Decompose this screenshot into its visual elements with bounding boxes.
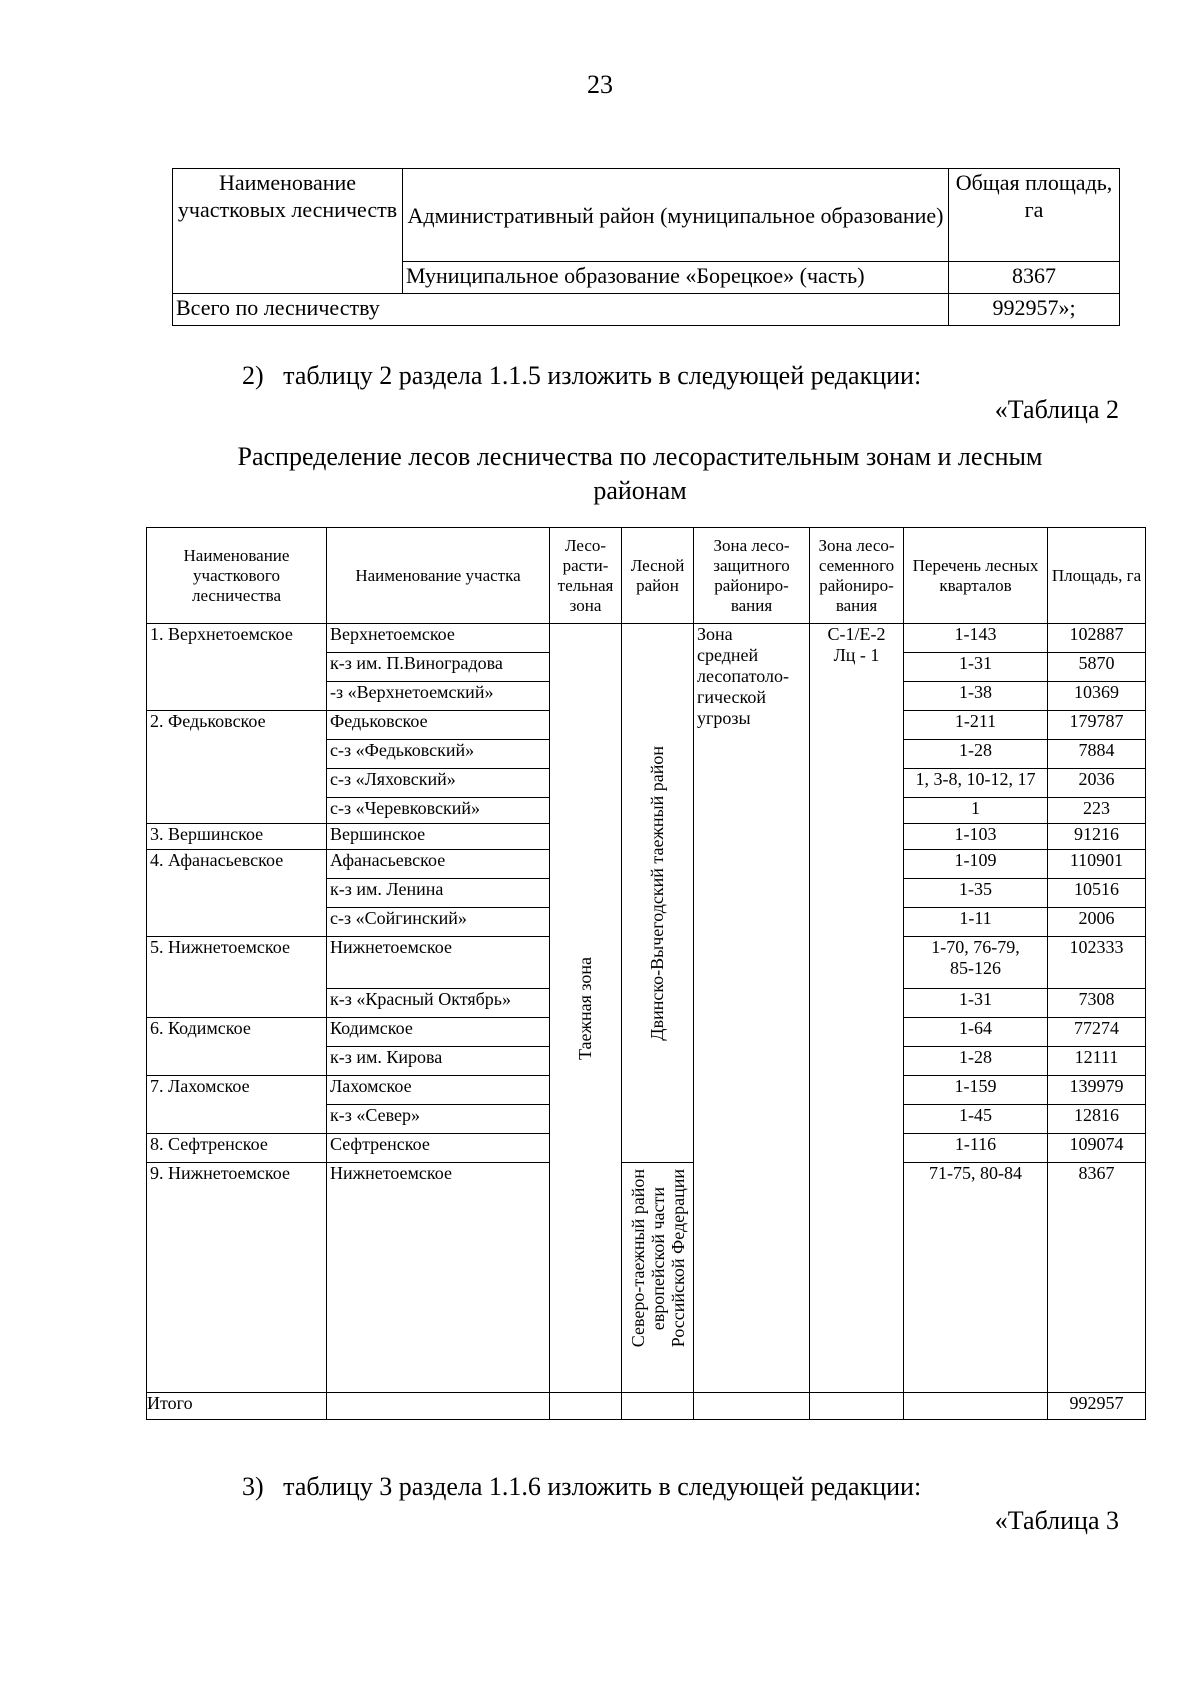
quarters-cell: 1-109 [904, 850, 1048, 879]
header-seed-zone: Зона лесо- семенного райониро- вания [810, 528, 904, 624]
forestry-name-cell: 5. Нижнетоемское [147, 937, 327, 1018]
area-cell: 109074 [1048, 1134, 1146, 1163]
plot-name-cell: Сефтренское [327, 1134, 550, 1163]
grand-total-area: 992957 [1048, 1393, 1146, 1420]
plot-name-cell: к-з им. Кирова [327, 1047, 550, 1076]
vegetation-zone-text: Таежная зона [575, 956, 595, 1060]
table-row [147, 624, 1146, 653]
area-cell: 7884 [1048, 740, 1146, 769]
area-cell: 10369 [1048, 682, 1146, 711]
plot-name-cell: Вершинское [327, 824, 550, 850]
plot-name-cell: к-з «Север» [327, 1105, 550, 1134]
forestry-name-cell: 6. Кодимское [147, 1018, 327, 1076]
plot-name-cell: к-з им. Ленина [327, 879, 550, 908]
quarters-cell: 1, 3-8, 10-12, 17 [904, 769, 1048, 798]
plot-name-cell: Федьковское [327, 711, 550, 740]
area-cell: 2006 [1048, 908, 1146, 937]
area-cell: 77274 [1048, 1018, 1146, 1047]
area-cell: 5870 [1048, 653, 1146, 682]
area-cell: 8367 [1048, 1163, 1146, 1393]
quarters-cell: 1-28 [904, 1047, 1048, 1076]
quarters-cell: 1-45 [904, 1105, 1048, 1134]
forestry-name-cell: 2. Федьковское [147, 711, 327, 824]
forestry-name-cell: 9. Нижнетоемское [147, 1163, 327, 1393]
header-forestry: Наименование участкового лесничества [147, 528, 327, 624]
table-3-label: «Таблица 3 [994, 1506, 1119, 1535]
plot-name-cell: Афанасьевское [327, 850, 550, 879]
quarters-cell: 1-211 [904, 711, 1048, 740]
quarters-cell: 1-64 [904, 1018, 1048, 1047]
header-forest-district: Лесной район [622, 528, 694, 624]
vegetation-zone-cell [550, 624, 622, 1393]
area-cell: 139979 [1048, 1076, 1146, 1105]
table-row [147, 1163, 1146, 1393]
protective-zone-cell: Зона средней лесопатоло- гической угрозы [694, 624, 810, 1393]
area-cell: 179787 [1048, 711, 1146, 740]
quarters-cell: 1-31 [904, 989, 1048, 1018]
quarters-cell: 1 [904, 798, 1048, 824]
header-admin-district: Административный район (муниципальное образование) [403, 169, 949, 262]
municipality-area-cell: 8367 [949, 262, 1120, 294]
quarters-cell: 1-35 [904, 879, 1048, 908]
forestry-name-cell: 7. Лахомское [147, 1076, 327, 1134]
quarters-cell: 1-28 [904, 740, 1048, 769]
plot-name-cell: с-з «Ляховский» [327, 769, 550, 798]
quarters-cell: 71-75, 80-84 [904, 1163, 1048, 1393]
forest-district-cell [622, 624, 694, 1163]
header-veg-zone: Лесо- расти- тельная зона [550, 528, 622, 624]
quarters-cell: 1-159 [904, 1076, 1048, 1105]
plot-name-cell: с-з «Федьковский» [327, 740, 550, 769]
header-total-area: Общая площадь, га [949, 169, 1120, 262]
area-cell: 2036 [1048, 769, 1146, 798]
area-cell: 102333 [1048, 937, 1146, 989]
item-2-text: 2) таблицу 2 раздела 1.1.5 изложить в следующей редакции: [242, 361, 922, 390]
table-2-label: «Таблица 2 [994, 395, 1119, 424]
quarters-cell: 1-103 [904, 824, 1048, 850]
quarters-cell: 1-116 [904, 1134, 1048, 1163]
plot-name-cell: с-з «Черевковский» [327, 798, 550, 824]
page-number: 23 [587, 70, 613, 99]
area-cell: 10516 [1048, 879, 1146, 908]
plot-name-cell: Нижнетоемское [327, 1163, 550, 1393]
plot-name-cell: Лахомское [327, 1076, 550, 1105]
plot-name-cell: -з «Верхнетоемский» [327, 682, 550, 711]
forestry-areas-table [172, 168, 1120, 326]
plot-name-cell: Верхнетоемское [327, 624, 550, 653]
header-plot: Наименование участка [327, 528, 550, 624]
seed-zone-cell: С-1/Е-2 Лц - 1 [810, 624, 904, 1393]
header-area: Площадь, га [1048, 528, 1146, 624]
grand-total-label: Итого [147, 1393, 327, 1420]
quarters-cell: 1-38 [904, 682, 1048, 711]
forestry-total-label: Всего по лесничеству [173, 294, 949, 326]
quarters-cell: 1-31 [904, 653, 1048, 682]
header-protective-zone: Зона лесо- защитного райониро- вания [694, 528, 810, 624]
forestry-name-cell: 3. Вершинское [147, 824, 327, 850]
area-cell: 91216 [1048, 824, 1146, 850]
area-cell: 7308 [1048, 989, 1146, 1018]
area-cell: 110901 [1048, 850, 1146, 879]
forest-zones-table [146, 527, 1146, 1420]
forest-district-2-text: Северо-таежный район европейской части Российской Федерации [627, 1169, 688, 1348]
header-quarters: Перечень лесных кварталов [904, 528, 1048, 624]
plot-name-cell: к-з «Красный Октябрь» [327, 989, 550, 1018]
plot-name-cell: Кодимское [327, 1018, 550, 1047]
plot-name-cell: к-з им. П.Виноградова [327, 653, 550, 682]
area-cell: 12816 [1048, 1105, 1146, 1134]
quarters-cell: 1-143 [904, 624, 1048, 653]
area-cell: 12111 [1048, 1047, 1146, 1076]
forestry-total-area: 992957»; [949, 294, 1120, 326]
table-2-title: Распределение лесов лесничества по лесорастительным зонам и лесным районам [237, 442, 1043, 505]
forest-district-text: Двинско-Вычегодский таежный район [647, 745, 667, 1041]
municipality-cell: Муниципальное образование «Борецкое» (часть) [403, 262, 949, 294]
forest-district-2-cell [622, 1163, 694, 1393]
plot-name-cell: Нижнетоемское [327, 937, 550, 989]
item-3-text: 3) таблицу 3 раздела 1.1.6 изложить в следующей редакции: [242, 1472, 922, 1501]
quarters-cell: 1-11 [904, 908, 1048, 937]
area-cell: 223 [1048, 798, 1146, 824]
area-cell: 102887 [1048, 624, 1146, 653]
plot-name-cell: с-з «Сойгинский» [327, 908, 550, 937]
forestry-name-cell: 8. Сефтренское [147, 1134, 327, 1163]
quarters-cell: 1-70, 76-79, 85-126 [904, 937, 1048, 989]
forestry-name-cell: 1. Верхнетоемское [147, 624, 327, 711]
header-forestry-name: Наименование участковых лесничеств [173, 169, 403, 294]
forestry-name-cell: 4. Афанасьевское [147, 850, 327, 937]
